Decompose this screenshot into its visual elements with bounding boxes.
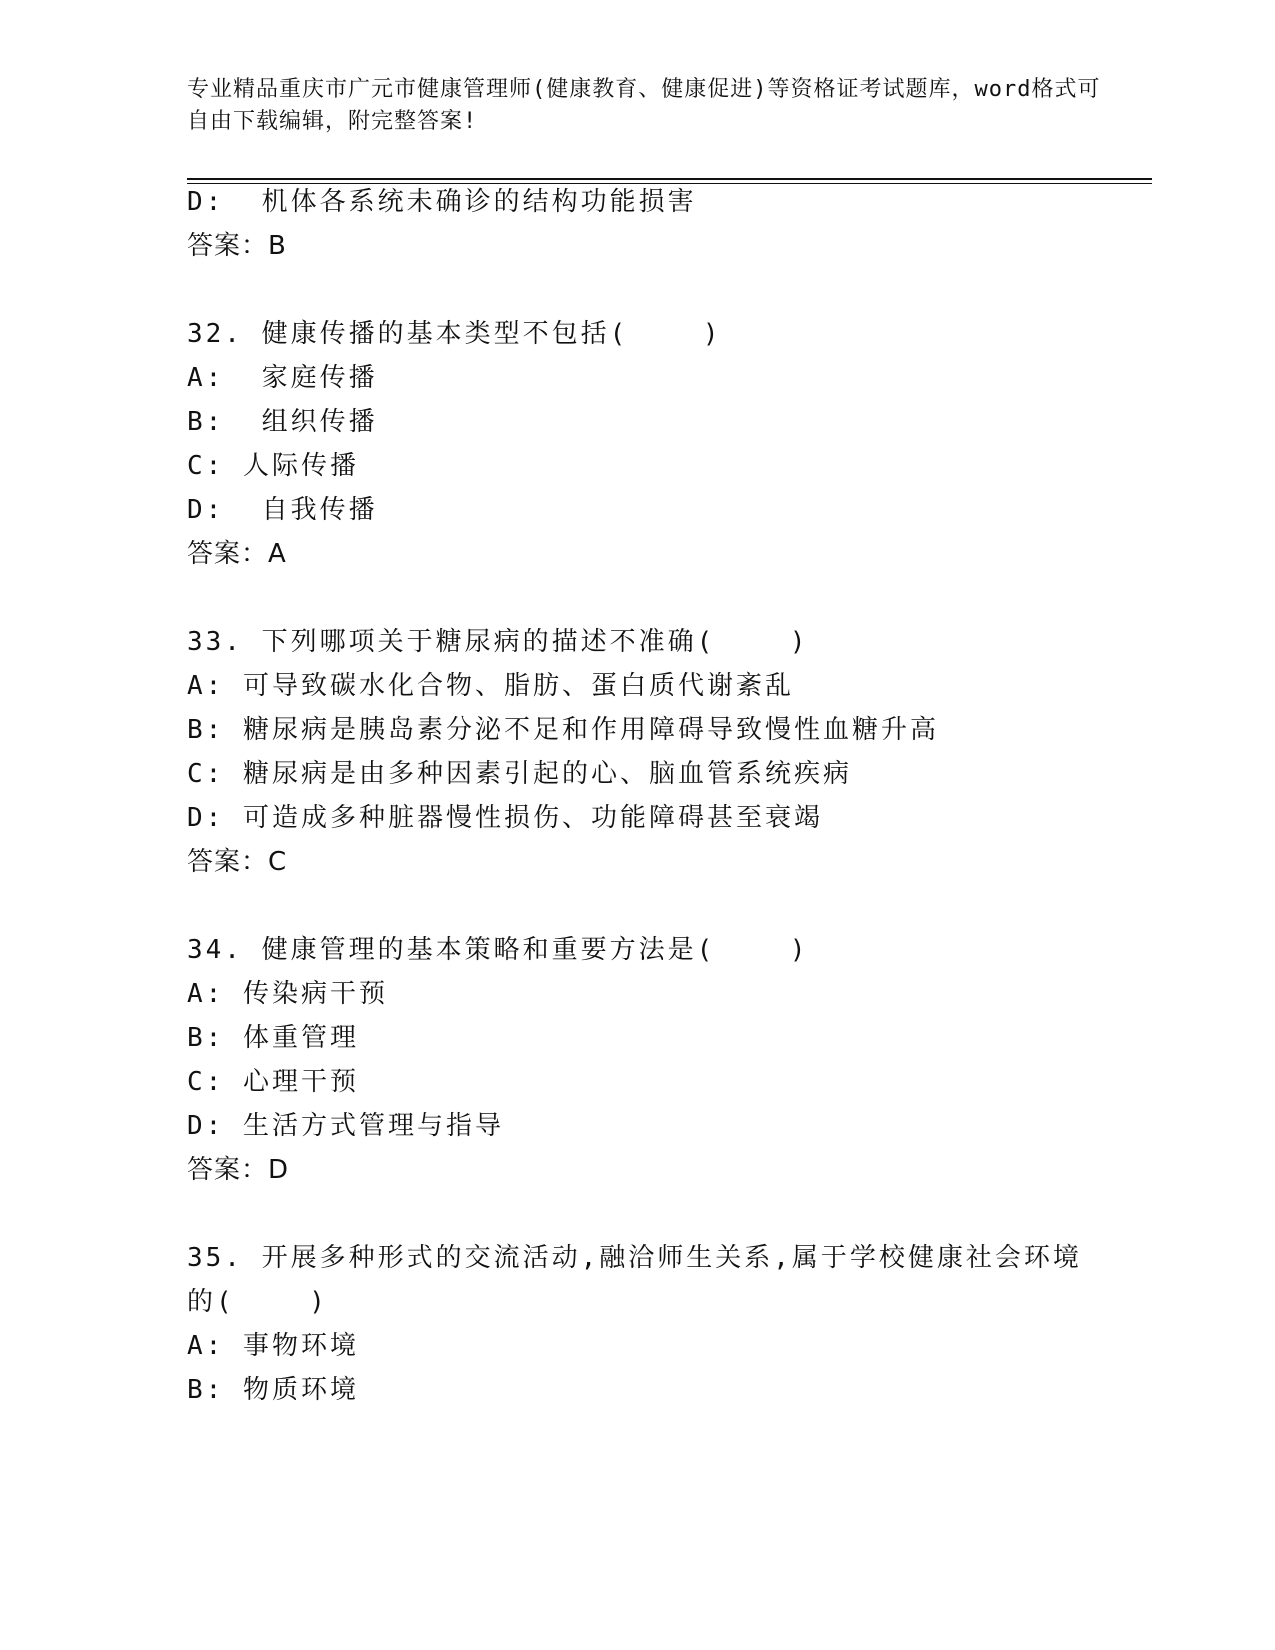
- question-32-option-d: D: 自我传播: [187, 495, 378, 525]
- question-33-option-d: D: 可造成多种脏器慢性损伤、功能障碍甚至衰竭: [187, 803, 823, 833]
- question-32-option-c: C: 人际传播: [187, 451, 359, 481]
- question-32: 32. 健康传播的基本类型不包括( ): [187, 319, 722, 349]
- question-32-option-b: B: 组织传播: [187, 407, 378, 437]
- question-34: 34. 健康管理的基本策略和重要方法是( ): [187, 935, 809, 965]
- question-32-answer: 答案：A: [187, 539, 287, 569]
- header-divider: [187, 178, 1152, 184]
- question-34-option-d: D: 生活方式管理与指导: [187, 1111, 504, 1141]
- question-33-option-b: B: 糖尿病是胰岛素分泌不足和作用障碍导致慢性血糖升高: [187, 715, 939, 745]
- question-33-option-a: A: 可导致碳水化合物、脂肪、蛋白质代谢紊乱: [187, 671, 794, 701]
- question-34-option-b: B: 体重管理: [187, 1023, 359, 1053]
- question-32-option-a: A: 家庭传播: [187, 363, 378, 393]
- question-34-option-a: A: 传染病干预: [187, 979, 388, 1009]
- document-header: 专业精品重庆市广元市健康管理师(健康教育、健康促进)等资格证考试题库，word格式可自由下载编辑，附完整答案!: [187, 77, 1101, 134]
- question-35-option-a: A: 事物环境: [187, 1331, 359, 1361]
- question-35-continued: 的( ): [187, 1287, 328, 1317]
- option-d: D: 机体各系统未确诊的结构功能损害: [187, 187, 697, 217]
- question-33: 33. 下列哪项关于糖尿病的描述不准确( ): [187, 627, 809, 657]
- question-33-answer: 答案：C: [187, 847, 288, 877]
- question-33-option-c: C: 糖尿病是由多种因素引起的心、脑血管系统疾病: [187, 759, 852, 789]
- answer: 答案：B: [187, 231, 287, 261]
- question-35: 35. 开展多种形式的交流活动,融洽师生关系,属于学校健康社会环境: [187, 1243, 1082, 1273]
- question-35-option-b: B: 物质环境: [187, 1375, 359, 1405]
- question-34-option-c: C: 心理干预: [187, 1067, 359, 1097]
- question-34-answer: 答案：D: [187, 1155, 290, 1185]
